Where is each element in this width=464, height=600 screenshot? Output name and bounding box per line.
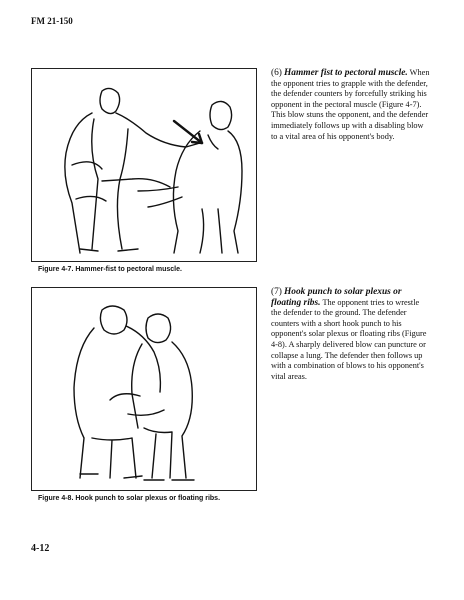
section-6-body: When the opponent tries to grapple with the defender, the defender counters by forcefully striking his opponent in the pectoral muscle (Figure 4-7). This blow stuns the opponent, and the defender immediately follows up with a disabling blow to a vital area of his opponent's body. bbox=[271, 68, 430, 141]
page-number: 4-12 bbox=[31, 543, 50, 554]
section-7-body: The opponent tries to wrestle the defender to the ground. The defender counters with a short hook punch to his opponent's solar plexus or floating ribs (Figure 4-8). A sharply delivered blow can puncture or collapse a lung. The defender then follows up with a combination of blows to his opponent's vital areas. bbox=[271, 297, 427, 381]
section-7-title: Hook punch to solar plexus or floating ribs. bbox=[271, 287, 402, 308]
figure-4-7-illustration bbox=[31, 68, 257, 262]
figure-4-8-illustration bbox=[31, 287, 257, 491]
hook-punch-drawing bbox=[32, 288, 256, 490]
figure-4-8-caption: Figure 4-8. Hook punch to solar plexus or floating ribs. bbox=[38, 495, 221, 502]
figure-4-7-caption: Figure 4-7. Hammer-fist to pectoral muscle. bbox=[38, 266, 182, 273]
hammer-fist-drawing bbox=[32, 69, 256, 261]
section-6-number: (6) bbox=[271, 68, 282, 78]
section-6-title: Hammer fist to pectoral muscle. bbox=[284, 68, 408, 78]
manual-header: FM 21-150 bbox=[31, 16, 73, 26]
section-7-paragraph bbox=[271, 287, 431, 382]
section-7-number: (7) bbox=[271, 287, 282, 297]
section-6-paragraph bbox=[271, 68, 431, 142]
